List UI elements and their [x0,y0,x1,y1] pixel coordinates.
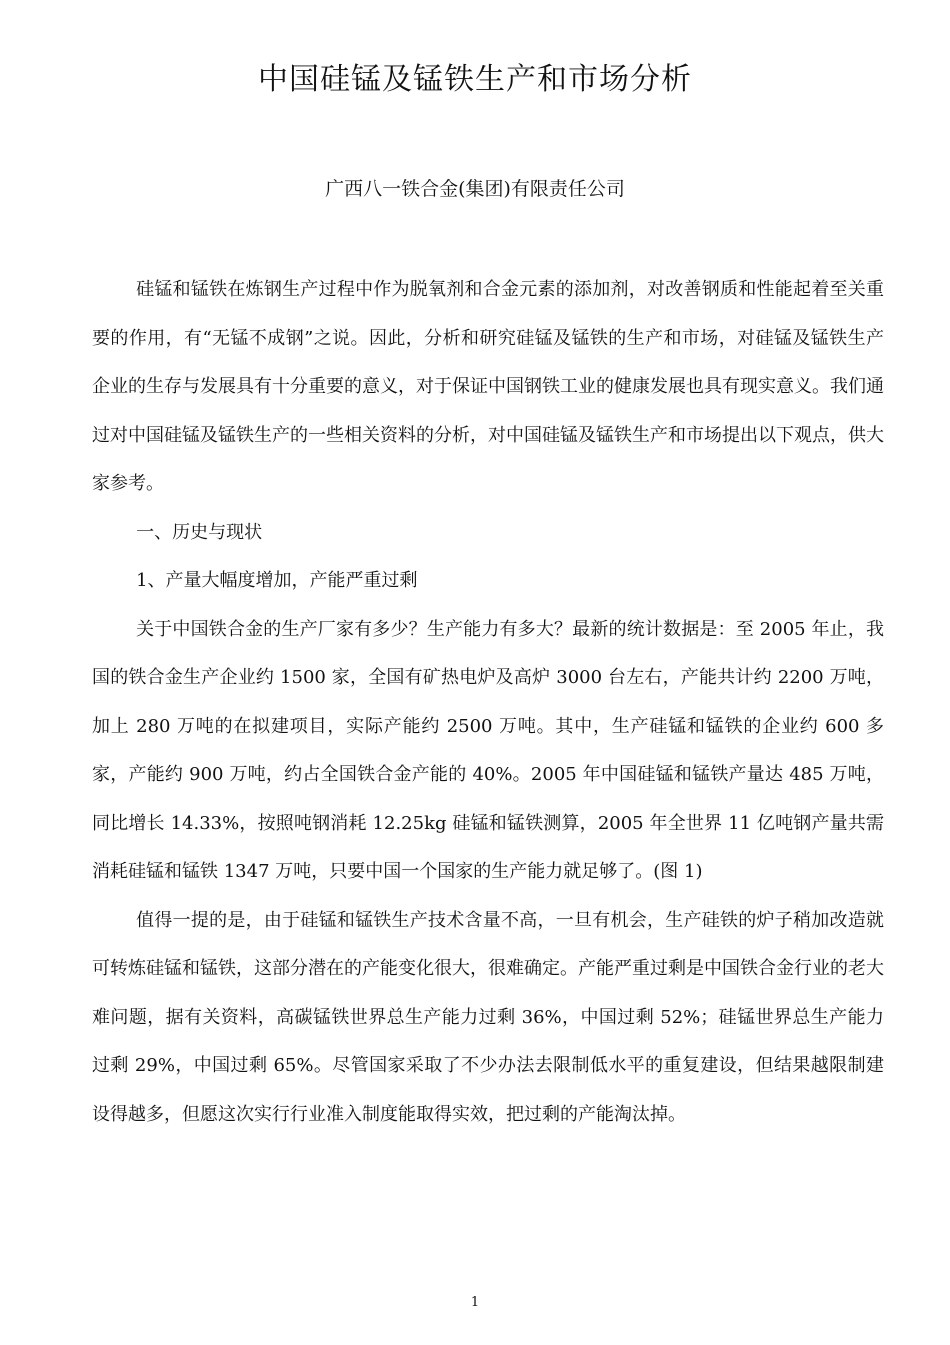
document-title: 中国硅锰及锰铁生产和市场分析 [258,62,692,97]
paragraph-production-stats: 关于中国铁合金的生产厂家有多少？生产能力有多大？最新的统计数据是：至 2005 年止，我国的铁合金生产企业约 1500 家，全国有矿热电炉及高炉 3000 台左右，产能共计约 2200 万吨，加上 280 万吨的在拟建项目，实际产能约 2500 万吨。其中，生产硅锰和锰铁的企业约 600 多家，产能约 900 万吨，约占全国铁合金产能的 40%。2005 年中国硅锰和锰铁产量达 485 万吨，同比增长 14.33%，按照吨钢消耗 12.25kg 硅锰和锰铁测算，2005 年全世界 11 亿吨钢产量共需消耗硅锰和锰铁 1347 万吨，只要中国一个国家的生产能力就足够了。(图 1) [92,618,884,882]
company-name: 广西八一铁合金(集团)有限责任公司 [325,178,625,200]
paragraph-intro: 硅锰和锰铁在炼钢生产过程中作为脱氧剂和合金元素的添加剂，对改善钢质和性能起着至关重要的作用，有“无锰不成钢”之说。因此，分析和研究硅锰及锰铁的生产和市场，对硅锰及锰铁生产企业的生存与发展具有十分重要的意义，对于保证中国钢铁工业的健康发展也具有现实意义。我们通过对中国硅锰及锰铁生产的一些相关资料的分析，对中国硅锰及锰铁生产和市场提出以下观点，供大家参考。 [92,279,884,494]
subsection-heading-capacity: 1、产量大幅度增加，产能严重过剩 [136,570,418,591]
paragraph-overcapacity: 值得一提的是，由于硅锰和锰铁生产技术含量不高，一旦有机会，生产硅铁的炉子稍加改造就可转炼硅锰和锰铁，这部分潜在的产能变化很大，很难确定。产能严重过剩是中国铁合金行业的老大难问题，据有关资料，高碳锰铁世界总生产能力过剩 36%，中国过剩 52%；硅锰世界总生产能力过剩 29%，中国过剩 65%。尽管国家采取了不少办法去限制低水平的重复建设，但结果越限制建设得越多，但愿这次实行行业准入制度能取得实效，把过剩的产能淘汰掉。 [92,909,884,1125]
section-heading-history: 一、历史与现状 [136,521,263,543]
page-number: 1 [470,1295,480,1310]
document-body [92,266,884,1139]
